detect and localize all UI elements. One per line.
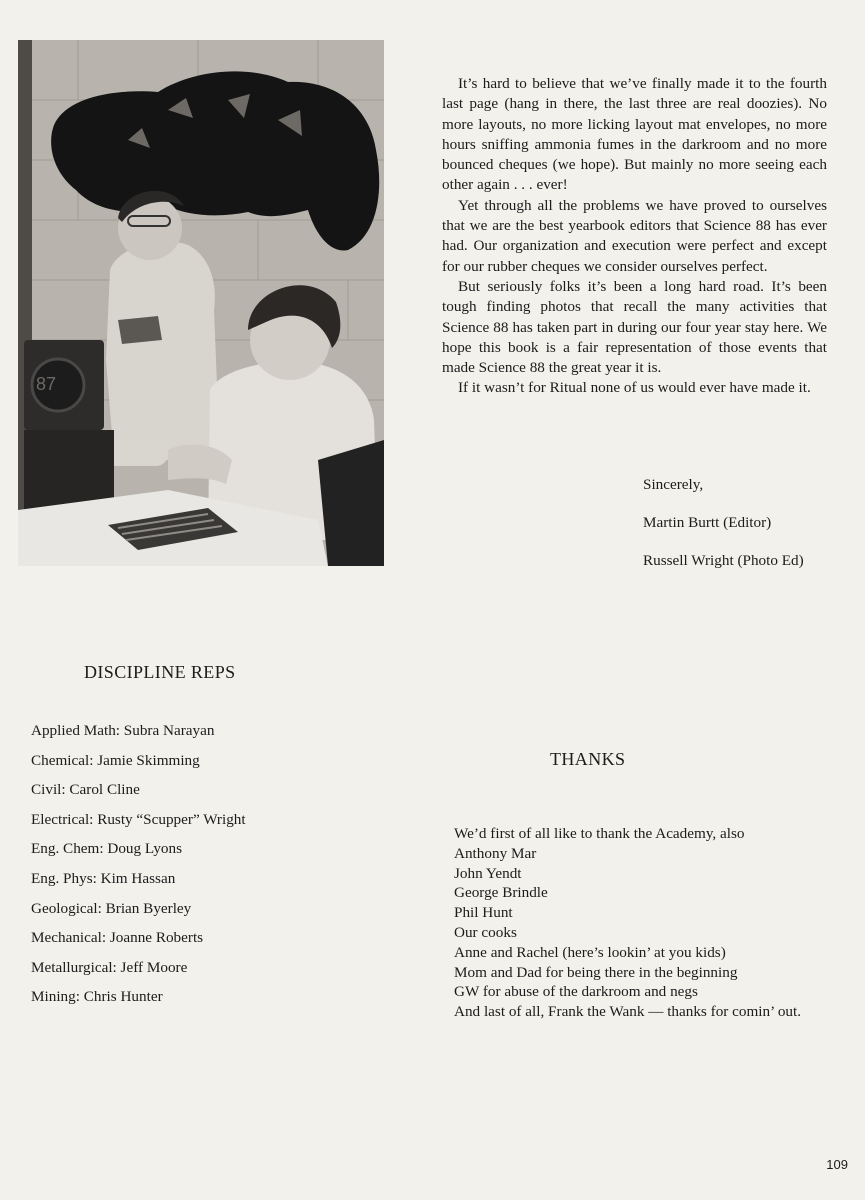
editors-photo	[18, 40, 384, 566]
signature-photo-editor: Russell Wright (Photo Ed)	[643, 552, 804, 569]
list-item: Mom and Dad for being there in the beginning	[454, 963, 738, 981]
letter-paragraph: If it wasn’t for Ritual none of us would ever have made it.	[458, 379, 811, 397]
list-item: Civil: Carol Cline	[31, 781, 140, 799]
list-item: Mechanical: Joanne Roberts	[31, 929, 204, 947]
editors-letter	[442, 74, 827, 399]
signature-editor: Martin Burtt (Editor)	[643, 514, 772, 531]
thanks-list	[454, 824, 844, 1022]
list-item: Applied Math: Subra Narayan	[31, 722, 215, 739]
page-number: 109	[826, 1157, 848, 1172]
discipline-reps-list	[31, 722, 246, 1018]
list-item: Geological: Brian Byerley	[31, 899, 192, 917]
list-item: GW for abuse of the darkroom and negs	[454, 983, 698, 1001]
discipline-reps-heading: DISCIPLINE REPS	[84, 662, 236, 682]
list-item: George Brindle	[454, 884, 548, 902]
list-item: Our cooks	[454, 923, 517, 941]
list-item: Anthony Mar	[454, 844, 537, 862]
list-item: Metallurgical: Jeff Moore	[31, 958, 188, 976]
list-item: Eng. Phys: Kim Hassan	[31, 869, 176, 887]
list-item: Anne and Rachel (here’s lookin’ at you kids)	[454, 943, 726, 961]
list-item: John Yendt	[454, 864, 522, 882]
list-item: Chemical: Jamie Skimming	[31, 751, 200, 769]
svg-text:87: 87	[36, 374, 57, 394]
thanks-heading: THANKS	[550, 749, 626, 769]
letter-paragraph: But seriously folks it’s been a long hard road. It’s been tough finding photos that recall the many activities that Science 88 has taken part in during our four year stay here. We hope this book is a fair representation of those events that made Science 88 the great year it is.	[442, 277, 827, 377]
letter-paragraph: Yet through all the problems we have proved to ourselves that we are the best yearbook editors that Science 88 has ever had. Our organization and execution were perfect and except for our rubber cheques we consider ourselves perfect.	[442, 196, 827, 275]
editors-photo-illustration	[18, 40, 384, 566]
list-item: Electrical: Rusty “Scupper” Wright	[31, 810, 246, 828]
list-item: We’d first of all like to thank the Academy, also	[454, 825, 745, 842]
letter-paragraph: It’s hard to believe that we’ve finally made it to the fourth last page (hang in there, the last three are real doozies). No more layouts, no more licking layout mat envelopes, no more hours sniffing ammonia fumes in the darkroom and no more bounced cheques (we hope). But mainly no more seeing each other again . . . ever!	[442, 75, 827, 194]
list-item: Phil Hunt	[454, 904, 513, 922]
list-item: Mining: Chris Hunter	[31, 988, 163, 1006]
list-item: Eng. Chem: Doug Lyons	[31, 840, 183, 858]
list-item: And last of all, Frank the Wank — thanks for comin’ out.	[454, 1003, 802, 1021]
letter-closing: Sincerely,	[643, 476, 704, 493]
